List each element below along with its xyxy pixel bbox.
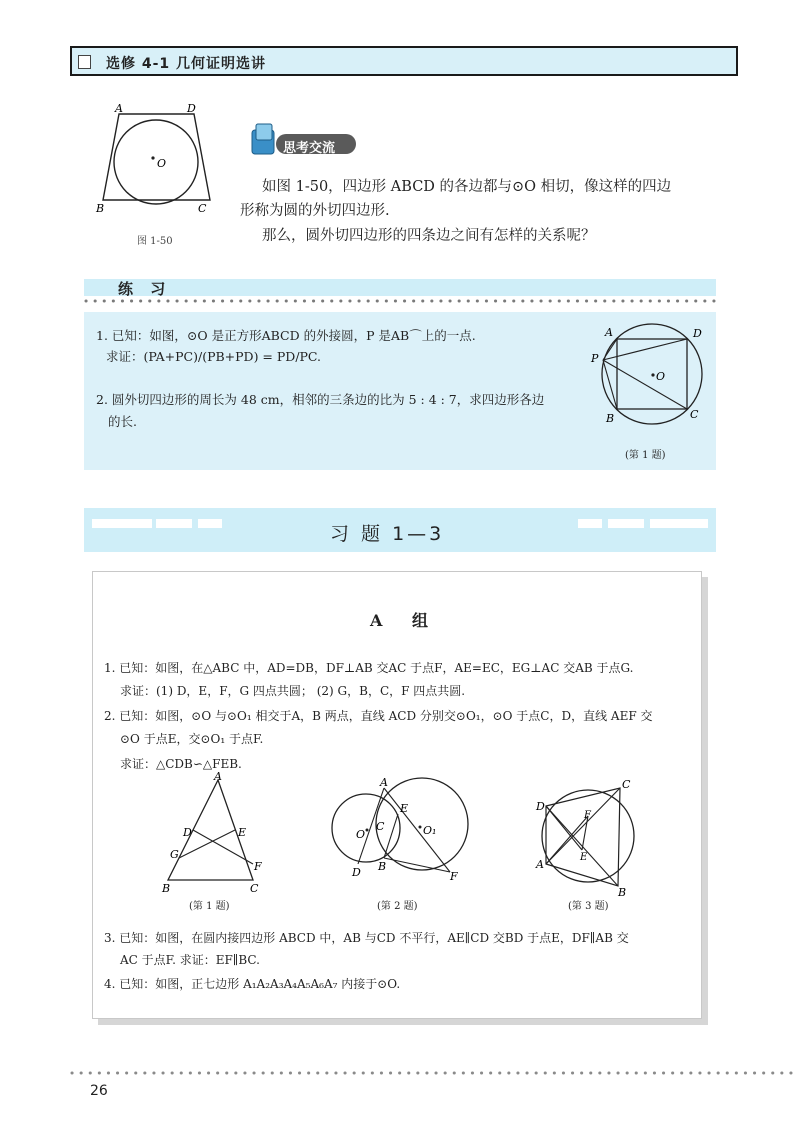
fig150-label-b: B [96,202,105,215]
fig2-label-b: B [378,860,387,873]
figure-1-50-caption: 图 1-50 [137,236,173,247]
exercise-figure-caption: (第 1 题) [625,450,666,461]
fig2-label-e: E [400,802,409,815]
fig1-label-a: A [214,772,222,783]
band-bar [198,519,222,528]
group-a-title: A 组 [370,611,440,630]
ex-label-c: C [690,408,699,421]
group-a-q3-line2: AC 于点F. 求证：EF∥BC. [120,953,260,967]
band-bar [650,519,708,528]
ex-label-d: D [693,327,702,340]
ex-label-p: P [591,352,599,365]
exercise-title-bar [84,279,716,296]
fig1-label-f: F [254,860,262,873]
ex-label-a: A [605,326,613,339]
fig2-label-d: D [352,866,361,879]
group-a-figure-1-caption: (第 1 题) [189,901,230,912]
band-bar [608,519,644,528]
group-a-q2-line3: 求证：△CDB∽△FEB. [120,757,242,771]
group-a-q2-line2: ⊙O 于点E，交⊙O₁ 于点F. [120,732,264,746]
ex-label-o: O [656,370,666,383]
exercise-q2-line1: 2. 圆外切四边形的周长为 48 cm，相邻的三条边的比为 5 : 4 : 7，求四边形各边 [96,392,545,407]
page-number: 26 [90,1083,108,1099]
band-bar [156,519,192,528]
figure-1-50 [90,100,220,220]
group-a-figure-3 [532,772,648,896]
group-a-figure-2 [326,772,476,882]
group-a-q1-line1: 1. 已知：如图，在△ABC 中，AD=DB，DF⊥AB 交AC 于点F，AE=EC，EG⊥AC 交AB 于点G. [104,661,634,675]
group-a-figure-1 [150,772,276,896]
fig1-label-g: G [170,848,179,861]
group-a-figure-3-caption: (第 3 题) [568,901,609,912]
fig3-label-d: D [536,800,545,813]
fig150-label-a: A [115,102,123,115]
fig2-label-a: A [380,776,388,789]
ex-label-b: B [606,412,615,425]
fig150-label-c: C [198,202,207,215]
fig2-label-f: F [450,870,458,882]
fig3-label-a: A [536,858,544,871]
fig1-label-e: E [238,826,247,839]
group-a-q3-line1: 3. 已知：如图，在圆内接四边形 ABCD 中，AB 与CD 不平行，AE∥CD 交BD 于点E，DF∥AB 交 [104,931,629,945]
fig3-label-b: B [618,886,627,896]
fig3-label-e: E [580,852,588,863]
exercise-set-title: 习 题 1—3 [330,523,445,545]
header-title: 选修 4-1 几何证明选讲 [106,56,267,72]
fig3-label-f: F [584,810,591,821]
group-a-q4: 4. 已知：如图，正七边形 A₁A₂A₃A₄A₅A₆A₇ 内接于⊙O. [104,977,401,991]
think-paragraph-2: 形称为圆的外切四边形. [240,203,390,219]
fig1-label-b: B [162,882,171,895]
fig2-label-c: C [376,820,385,833]
fig150-label-d: D [187,102,196,115]
group-a-q1-line2: 求证：(1) D，E，F，G 四点共圆； (2) G，B，C，F 四点共圆. [120,684,466,698]
group-a-figure-2-caption: (第 2 题) [377,901,418,912]
exercise-q1-line2: 求证：(PA+PC)/(PB+PD) = PD/PC. [106,349,322,364]
exercise-title: 练 习 [118,280,172,298]
exercise-q2-line2: 的长. [108,414,137,429]
fig1-label-d: D [183,826,192,839]
footer-dotted-divider [70,1069,800,1077]
exercise-q1-line1: 1. 已知：如图，⊙O 是正方形ABCD 的外接圆，P 是AB⌒上的一点. [96,328,476,343]
think-badge-label: 思考交流 [283,141,336,156]
fig3-label-c: C [622,778,631,791]
fig2-label-o1: O₁ [423,824,437,837]
dotted-divider [84,297,716,305]
band-bar [578,519,602,528]
exercise-figure [588,318,716,436]
header-square-icon [78,55,91,69]
think-paragraph-1: 如图 1-50，四边形 ABCD 的各边都与⊙O 相切，像这样的四边 [262,179,672,195]
group-a-q2-line1: 2. 已知：如图，⊙O 与⊙O₁ 相交于A，B 两点，直线 ACD 分别交⊙O₁，⊙O 于点C，D，直线 AEF 交 [104,709,653,723]
band-bar [92,519,152,528]
think-paragraph-3: 那么，圆外切四边形的四条边之间有怎样的关系呢？ [262,228,596,244]
fig2-label-o: O [356,828,366,841]
fig150-label-o: O [157,157,167,170]
fig1-label-c: C [250,882,259,895]
